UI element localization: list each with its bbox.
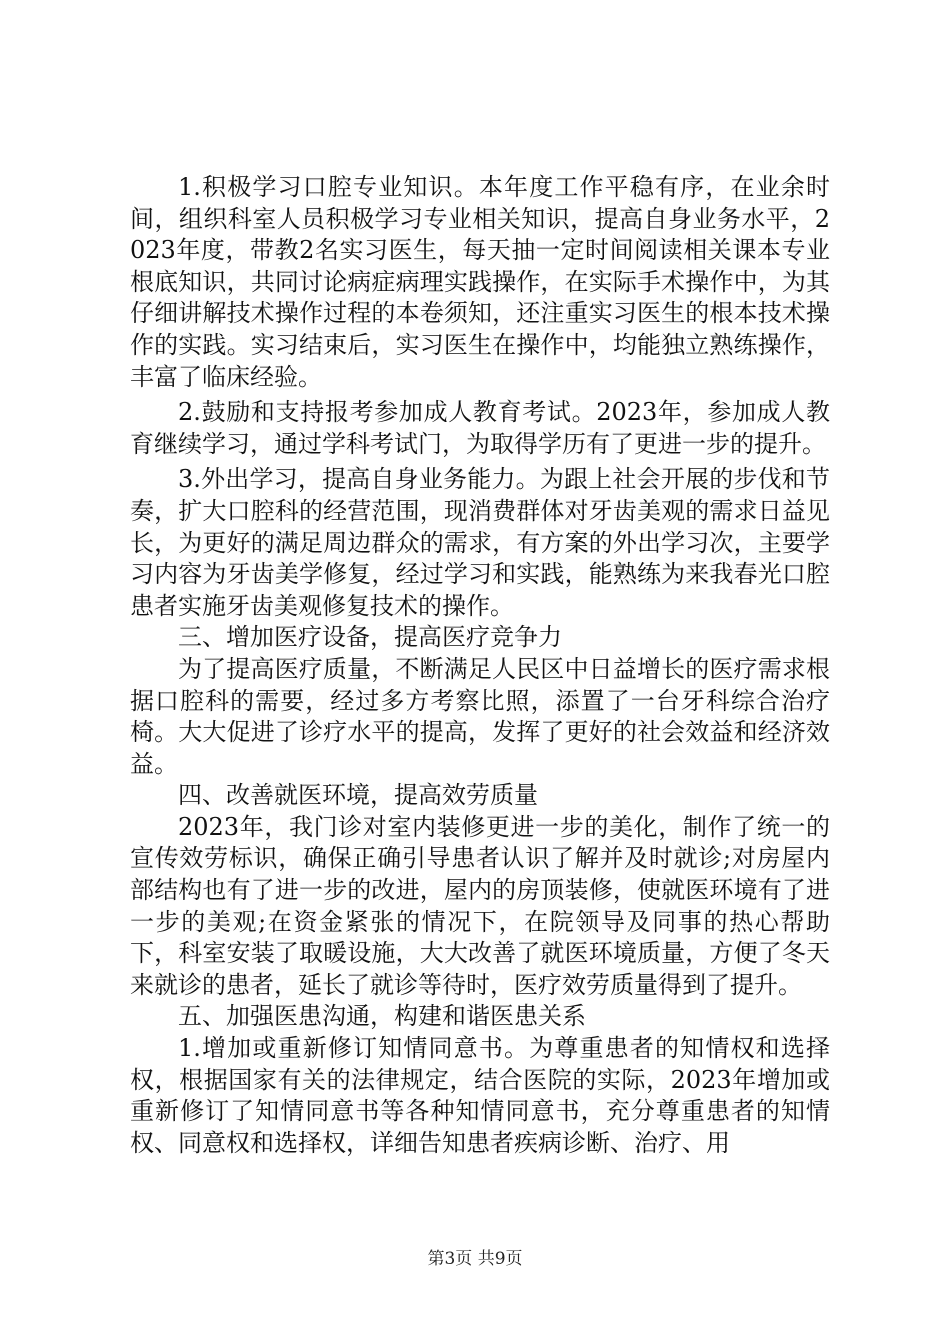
- paragraph-consent-forms: 1.增加或重新修订知情同意书。为尊重患者的知情权和选择权，根据国家有关的法律规定，结合医院的实际，2023年增加或重新修订了知情同意书等各种知情同意书，充分尊重患者的知情权、同意权和选择权，详细告知患者疾病诊断、治疗、用: [130, 1034, 830, 1157]
- document-body: [130, 172, 830, 1159]
- paragraph-study-knowledge: 1.积极学习口腔专业知识。本年度工作平稳有序，在业余时间，组织科室人员积极学习专业相关知识，提高自身业务水平，2023年度，带教2名实习医生，每天抽一定时间阅读相关课本专业根底知识，共同讨论病症病理实践操作，在实际手术操作中，为其仔细讲解技术操作过程的本卷须知，还注重实习医生的根本技术操作的实践。实习结束后，实习医生在操作中，均能独立熟练操作，丰富了临床经验。: [130, 173, 830, 391]
- paragraph-adult-education: 2.鼓励和支持报考参加成人教育考试。2023年，参加成人教育继续学习，通过学科考试门，为取得学历有了更进一步的提升。: [130, 398, 830, 458]
- section-heading-equipment: 三、增加医疗设备，提高医疗竞争力: [178, 623, 562, 652]
- section-heading-environment: 四、改善就医环境，提高效劳质量: [178, 781, 538, 810]
- paragraph-environment: 2023年，我门诊对室内装修更进一步的美化，制作了统一的宣传效劳标识，确保正确引导患者认识了解并及时就诊;对房屋内部结构也有了进一步的改进，屋内的房顶装修，使就医环境有了进一步的美观;在资金紧张的情况下，在院领导及同事的热心帮助下，科室安装了取暖设施，大大改善了就医环境质量，方便了冬天来就诊的患者，延长了就诊等待时，医疗效劳质量得到了提升。: [130, 812, 830, 999]
- page-number-footer: 第3页 共9页: [427, 1249, 523, 1269]
- paragraph-equipment: 为了提高医疗质量，不断满足人民区中日益增长的医疗需求根据口腔科的需要，经过多方考察比照，添置了一台牙科综合治疗椅。大大促进了诊疗水平的提高，发挥了更好的社会效益和经济效益。: [130, 654, 830, 778]
- section-heading-communication: 五、加强医患沟通，构建和谐医患关系: [178, 1002, 586, 1031]
- paragraph-external-study: 3.外出学习，提高自身业务能力。为跟上社会开展的步伐和节奏，扩大口腔科的经营范围，现消费群体对牙齿美观的需求日益见长，为更好的满足周边群众的需求，有方案的外出学习次，主要学习内容为牙齿美学修复，经过学习和实践，能熟练为来我春光口腔患者实施牙齿美观修复技术的操作。: [130, 465, 830, 620]
